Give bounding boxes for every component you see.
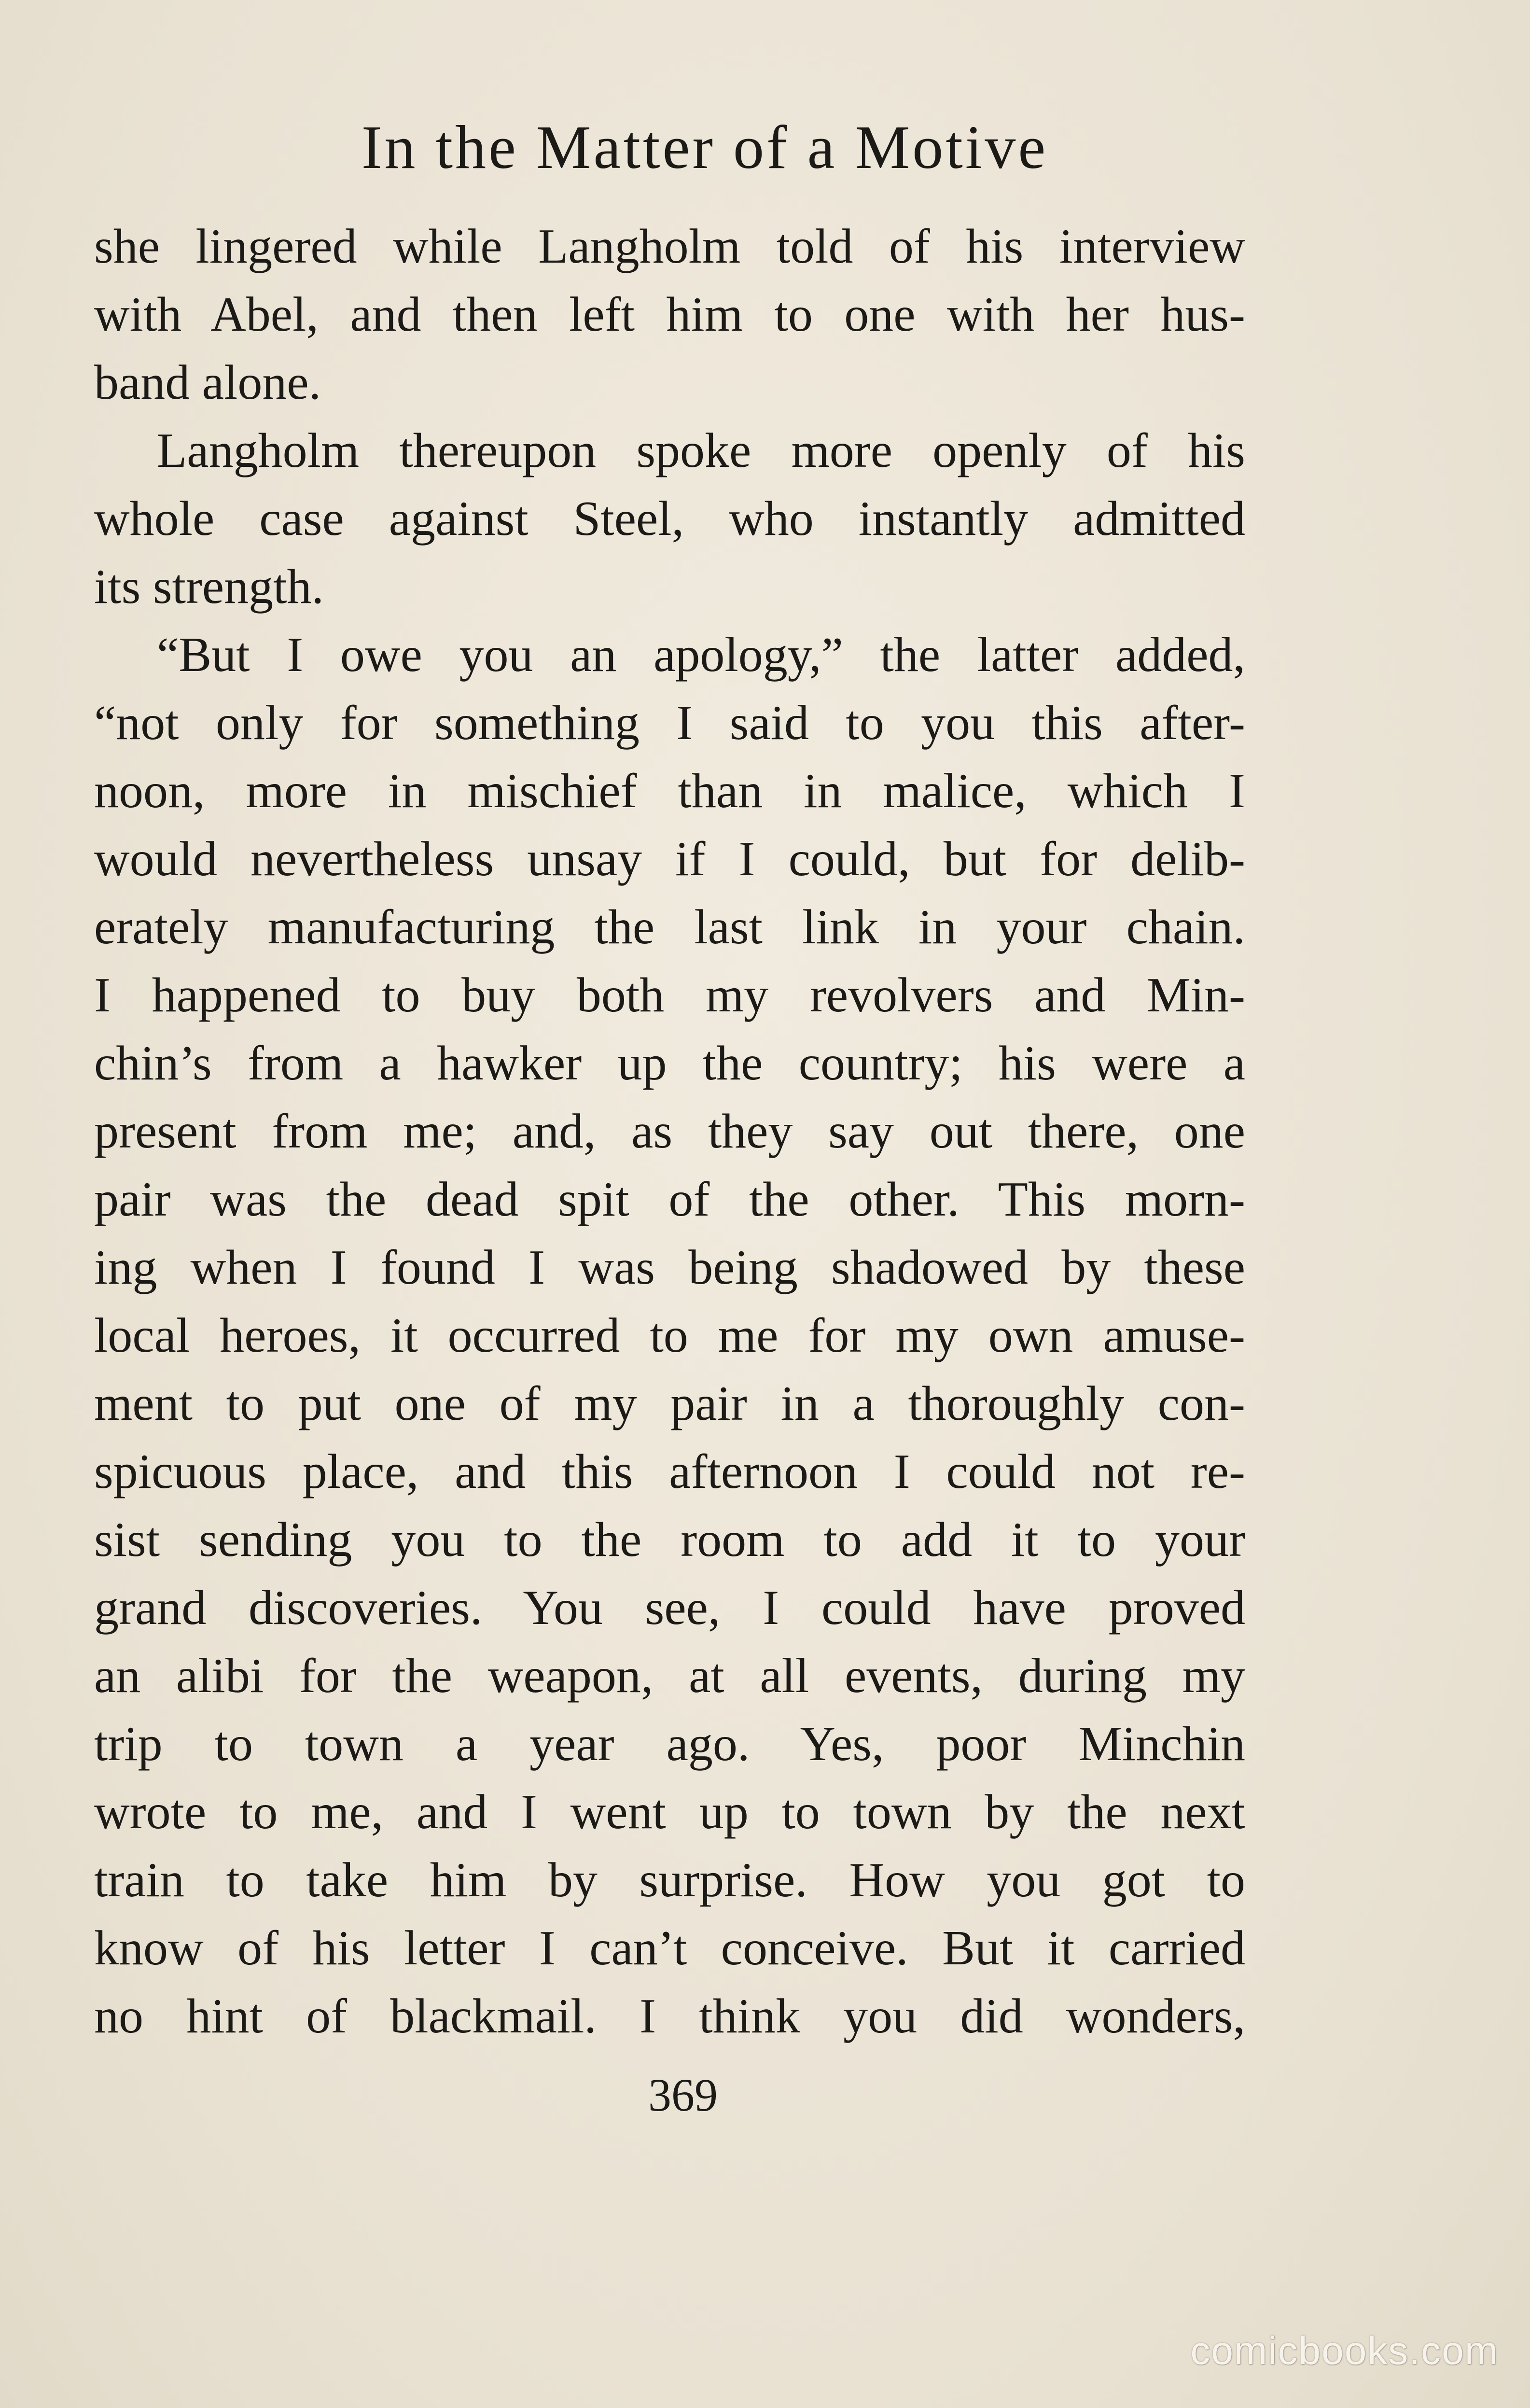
text-line: “not only for something I said to you this after-: [94, 696, 1245, 750]
text-line: ing when I found I was being shadowed by these: [94, 1240, 1245, 1295]
body-text: [94, 212, 1245, 2050]
text-line: know of his letter I can’t conceive. But it carried: [94, 1921, 1245, 1975]
text-line: trip to town a year ago. Yes, poor Minchin: [94, 1717, 1245, 1771]
text-line: train to take him by surprise. How you got to: [94, 1853, 1245, 1907]
text-line: sist sending you to the room to add it to your: [94, 1512, 1245, 1567]
text-line: would nevertheless unsay if I could, but for delib-: [94, 832, 1245, 886]
text-line: wrote to me, and I went up to town by the next: [94, 1785, 1245, 1839]
text-line: whole case against Steel, who instantly admitted: [94, 491, 1245, 546]
text-line: I happened to buy both my revolvers and Min-: [94, 968, 1245, 1022]
text-line: an alibi for the weapon, at all events, during my: [94, 1649, 1245, 1703]
text-line: present from me; and, as they say out there, one: [94, 1104, 1245, 1159]
watermark: comicbooks.com: [1190, 2329, 1499, 2373]
text-line: noon, more in mischief than in malice, which I: [94, 764, 1245, 818]
text-line: its strength.: [94, 560, 324, 614]
text-line: with Abel, and then left him to one with her hus-: [94, 287, 1245, 342]
text-line: no hint of blackmail. I think you did wonders,: [94, 1989, 1245, 2044]
text-line: band alone.: [94, 355, 321, 410]
page-number: 369: [648, 2069, 718, 2121]
running-head: In the Matter of a Motive: [361, 113, 1048, 182]
text-line: local heroes, it occurred to me for my own amuse-: [94, 1308, 1245, 1363]
text-line: grand discoveries. You see, I could have proved: [94, 1581, 1245, 1635]
text-line: spicuous place, and this afternoon I could not re-: [94, 1444, 1245, 1499]
text-line: she lingered while Langholm told of his interview: [94, 219, 1245, 274]
text-line: erately manufacturing the last link in your chain.: [94, 900, 1245, 954]
text-line: ment to put one of my pair in a thoroughly con-: [94, 1376, 1245, 1431]
text-line: Langholm thereupon spoke more openly of his: [157, 423, 1245, 478]
text-line: chin’s from a hawker up the country; his were a: [94, 1036, 1245, 1091]
text-line: “But I owe you an apology,” the latter added,: [157, 628, 1245, 682]
text-line: pair was the dead spit of the other. This morn-: [94, 1172, 1245, 1227]
